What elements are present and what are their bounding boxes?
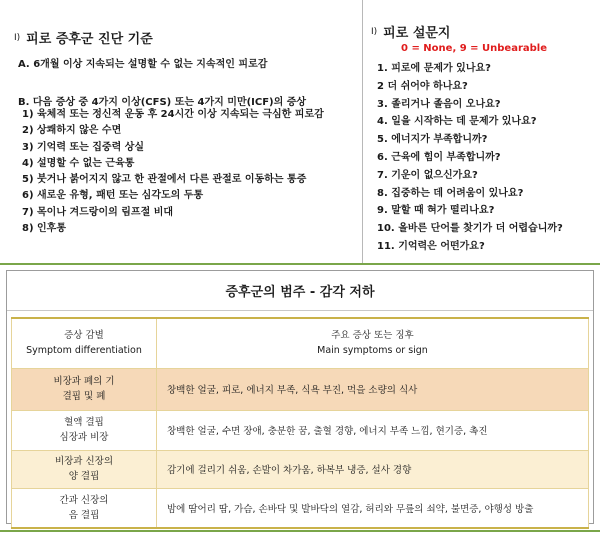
category-line: 심장과 비장 — [59, 432, 109, 443]
table-row — [12, 488, 589, 528]
bottom-divider — [0, 530, 600, 532]
section-number: Ⅰ) — [14, 32, 21, 43]
question-list — [377, 60, 563, 256]
list-item: 2) 상쾌하지 않은 수면 — [22, 125, 122, 137]
questionnaire-panel — [362, 0, 600, 263]
category-line: 음 결핍 — [68, 509, 100, 521]
list-item: 5. 에너지가 부족합니까? — [377, 134, 488, 146]
list-item: 10. 올바른 단어를 찾기가 더 어렵습니까? — [377, 223, 563, 235]
diagnosis-title — [14, 28, 153, 47]
criterion-b: B. 다음 증상 중 4가지 이상(CFS) 또는 4가지 미만(ICF)의 증상 — [18, 97, 307, 108]
list-item: 1) 육체적 또는 정신적 운동 후 24시간 이상 지속되는 극심한 피로감 — [22, 109, 324, 120]
list-item: 7) 목이나 겨드랑이의 림프절 비대 — [22, 206, 174, 218]
category-cell — [12, 488, 157, 528]
header-col1-en: Symptom differentiation — [26, 345, 142, 357]
list-item: 8. 집중하는 데 어려움이 있나요? — [377, 187, 524, 199]
list-item: 2 더 쉬어야 하나요? — [377, 80, 468, 92]
category-cell — [12, 410, 157, 450]
symptom-cell: 감기에 걸리기 쉬움, 손발이 차가움, 하복부 냉증, 설사 경향 — [157, 450, 589, 488]
top-section — [0, 0, 600, 265]
category-cell — [12, 450, 157, 488]
section-number: Ⅰ) — [371, 26, 378, 37]
list-item: 4. 일을 시작하는 데 문제가 있나요? — [377, 116, 537, 128]
symptom-cell: 창백한 얼굴, 피로, 에너지 부족, 식욕 부진, 먹을 소량의 식사 — [157, 368, 589, 410]
category-line: 비장과 신장의 — [54, 456, 114, 467]
list-item: 3. 졸리거나 졸음이 오나요? — [377, 98, 501, 110]
table-row — [12, 368, 589, 410]
list-item: 1. 피로에 문제가 있나요? — [377, 63, 491, 74]
scale-legend: 0 = None, 9 = Unbearable — [401, 43, 547, 54]
category-cell — [12, 368, 157, 410]
list-item: 6) 새로운 유형, 패턴 또는 심각도의 두통 — [22, 190, 204, 202]
list-item: 8) 인후통 — [22, 223, 66, 235]
syndrome-table-box — [6, 270, 594, 524]
header-symptom-differentiation — [12, 318, 157, 368]
category-line: 혈액 결핍 — [64, 417, 104, 428]
header-col2-en: Main symptoms or sign — [317, 345, 428, 357]
symptom-cell: 밤에 땀어리 땀, 가슴, 손바닥 및 발바닥의 열감, 허리와 무릎의 쇠약, 불면증, 야행성 방출 — [157, 488, 589, 528]
diagnosis-title-text: 피로 증후군 진단 기준 — [26, 32, 153, 47]
header-main-symptoms — [157, 318, 589, 368]
diagnosis-criteria-panel — [8, 0, 360, 263]
symptom-cell: 창백한 얼굴, 수면 장애, 충분한 꿈, 출혈 경향, 에너지 부족 느낌, 현기증, 촉진 — [157, 410, 589, 450]
list-item: 9. 말할 때 혀가 떨리나요? — [377, 205, 495, 217]
table-title: 증후군의 범주 - 감각 저하 — [7, 271, 593, 311]
category-line: 간과 신장의 — [59, 494, 109, 506]
list-item: 11. 기억력은 어떤가요? — [377, 240, 485, 252]
questionnaire-title-text: 피로 설문지 — [383, 26, 451, 41]
list-item: 6. 근육에 힘이 부족합니까? — [377, 151, 501, 163]
symptom-list — [22, 107, 324, 237]
table-header-row — [12, 318, 589, 368]
table-row — [12, 450, 589, 488]
syndrome-table — [11, 317, 589, 529]
questionnaire-title — [371, 22, 451, 41]
header-col2-ko: 주요 증상 또는 징후 — [331, 330, 414, 342]
category-line: 양 결핍 — [68, 471, 100, 482]
criterion-a: A. 6개월 이상 지속되는 설명할 수 없는 지속적인 피로감 — [18, 59, 268, 70]
list-item: 4) 설명할 수 없는 근육통 — [22, 157, 135, 169]
list-item: 3) 기억력 또는 집중력 상실 — [22, 141, 145, 153]
list-item: 7. 기운이 없으신가요? — [377, 169, 478, 181]
header-col1-ko: 증상 감별 — [64, 330, 104, 342]
category-line: 결핍 및 폐 — [62, 391, 106, 402]
list-item: 5) 붓거나 붉어지지 않고 한 관절에서 다른 관절로 이동하는 통증 — [22, 174, 307, 186]
category-line: 비장과 폐의 기 — [53, 376, 115, 387]
table-row — [12, 410, 589, 450]
